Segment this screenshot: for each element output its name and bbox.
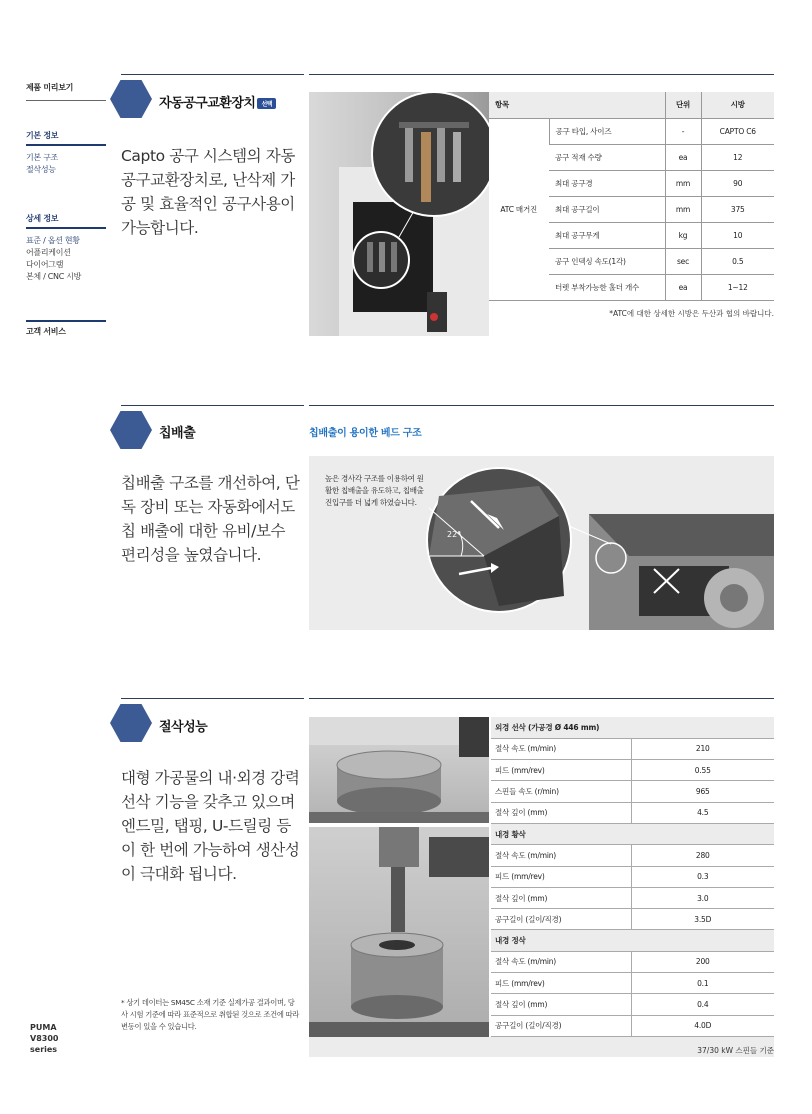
- nav-basic-head[interactable]: 기본 정보: [26, 131, 59, 140]
- header-unit: 단위: [665, 92, 701, 118]
- inner-boring-photo: [309, 827, 489, 1057]
- option-badge: 선택: [257, 98, 276, 109]
- cutting-table-note: 37/30 kW 스핀들 기준: [697, 1046, 774, 1055]
- nav-divider: [26, 320, 106, 322]
- section-title-chip: 칩배출: [159, 426, 196, 441]
- chip-subtitle: 칩배출이 용이한 베드 구조: [309, 428, 422, 439]
- table-row: [491, 781, 774, 802]
- row-label: 피드 (mm/rev): [491, 973, 631, 994]
- cutting-description: 대형 가공물의 내·외경 강력 선삭 기능을 갖추고 있으며 엔드밀, 탭핑, U-드릴링 등이 한 번에 가능하여 생산성이 극대화 됩니다.: [121, 769, 300, 883]
- row-value: 90: [701, 170, 774, 196]
- table-group-header: [491, 823, 774, 844]
- row-label: 스핀들 속도 (r/min): [491, 781, 631, 802]
- table-row: [491, 909, 774, 930]
- row-label: 최대 공구무게: [549, 222, 665, 248]
- row-unit: ea: [665, 144, 701, 170]
- section-title-cutting: 절삭성능: [159, 720, 208, 735]
- nav-item-application[interactable]: 어플리케이션: [26, 248, 71, 257]
- hexagon-icon: [110, 704, 152, 742]
- row-label: 공구 적재 수량: [549, 144, 665, 170]
- nav-divider: [26, 227, 106, 229]
- row-label: 터렛 부착가능한 홀더 개수: [549, 274, 665, 300]
- row-value: 0.4: [631, 994, 774, 1015]
- nav-item-spec[interactable]: 본체 / CNC 시방: [26, 272, 82, 281]
- series-line: PUMA: [30, 1023, 57, 1032]
- table-row: [491, 973, 774, 994]
- row-label: 피드 (mm/rev): [491, 866, 631, 887]
- row-unit: sec: [665, 248, 701, 274]
- nav-detail-head[interactable]: 상세 정보: [26, 214, 59, 223]
- row-value: 12: [701, 144, 774, 170]
- row-label: 최대 공구길이: [549, 196, 665, 222]
- row-value: 0.1: [631, 973, 774, 994]
- row-label: 절삭 속도 (m/min): [491, 845, 631, 866]
- boring-illustration: [309, 827, 489, 1057]
- atc-spec-table: [489, 92, 774, 301]
- section-rule: [309, 74, 774, 75]
- row-unit: -: [665, 118, 701, 144]
- nav-preview[interactable]: 제품 미리보기: [26, 83, 74, 92]
- nav-divider: [26, 144, 106, 146]
- table-header-row: [489, 92, 774, 118]
- row-label: 공구 인덱싱 속도(1각): [549, 248, 665, 274]
- table-group-header: [491, 717, 774, 738]
- row-value: CAPTO C6: [701, 118, 774, 144]
- chip-description: 칩배출 구조를 개선하여, 단독 장비 또는 자동화에서도 칩 배출에 대한 유비/보수 편리성을 높였습니다.: [121, 474, 300, 564]
- table-row: [491, 738, 774, 759]
- outer-turning-photo: [309, 717, 489, 823]
- row-value: 10: [701, 222, 774, 248]
- series-line: V8300: [30, 1034, 59, 1043]
- section-rule: [309, 405, 774, 406]
- header-item: 항목: [489, 92, 665, 118]
- row-value: 280: [631, 845, 774, 866]
- table-row: [489, 118, 774, 144]
- row-value: 375: [701, 196, 774, 222]
- row-unit: kg: [665, 222, 701, 248]
- row-label: 절삭 깊이 (mm): [491, 887, 631, 908]
- cutting-footnote: * 상기 데이터는 SM45C 소재 기준 실제가공 결과이며, 당사 시험 기준에 따라 표준적으로 취합된 것으로 조건에 따라 변동이 있을 수 있습니다.: [121, 998, 300, 1031]
- nav-item-cutting-performance[interactable]: 절삭성능: [26, 165, 56, 174]
- row-unit: mm: [665, 196, 701, 222]
- atc-machine-photo: [309, 92, 489, 336]
- nav-item-diagram[interactable]: 다이어그램: [26, 260, 64, 269]
- hexagon-icon: [110, 80, 152, 118]
- row-value: 200: [631, 951, 774, 972]
- group-cell: ATC 매거진: [489, 118, 549, 300]
- row-label: 절삭 깊이 (mm): [491, 994, 631, 1015]
- row-label: 절삭 깊이 (mm): [491, 802, 631, 823]
- table-row: [491, 994, 774, 1015]
- nav-item-options[interactable]: 표준 / 옵션 현황: [26, 236, 80, 245]
- row-unit: mm: [665, 170, 701, 196]
- row-value: 4.0D: [631, 1015, 774, 1036]
- atc-table-note: *ATC에 대한 상세한 시방은 두산과 협의 바랍니다.: [609, 309, 774, 318]
- row-value: 0.55: [631, 760, 774, 781]
- series-label: [30, 1022, 58, 1055]
- nav-service[interactable]: 고객 서비스: [26, 327, 66, 336]
- table-row: [491, 866, 774, 887]
- table-row: [491, 887, 774, 908]
- section-rule: [121, 74, 304, 75]
- group-header-finish: 내경 정삭: [491, 930, 774, 951]
- table-row: [491, 951, 774, 972]
- row-label: 절삭 속도 (m/min): [491, 951, 631, 972]
- workpiece-illustration: [309, 717, 489, 823]
- table-row: [491, 1015, 774, 1036]
- row-unit: ea: [665, 274, 701, 300]
- row-value: 3.5D: [631, 909, 774, 930]
- group-header-rough: 내경 황삭: [491, 823, 774, 844]
- section-rule: [309, 698, 774, 699]
- header-spec: 시방: [701, 92, 774, 118]
- row-value: 3.0: [631, 887, 774, 908]
- row-label: 공구길이 (길이/직경): [491, 909, 631, 930]
- atc-machine-illustration: [309, 92, 489, 336]
- section-rule: [121, 698, 304, 699]
- row-value: 965: [631, 781, 774, 802]
- section-title-atc: [159, 92, 276, 111]
- table-row: [491, 802, 774, 823]
- series-line: series: [30, 1045, 58, 1054]
- row-value: 4.5: [631, 802, 774, 823]
- row-label: 피드 (mm/rev): [491, 760, 631, 781]
- row-label: 공구 타입, 사이즈: [549, 118, 665, 144]
- row-value: 0.3: [631, 866, 774, 887]
- nav-divider: [26, 100, 106, 101]
- section-title-text: 자동공구교환장치: [159, 96, 256, 111]
- cutting-spec-table: [491, 717, 774, 1037]
- row-label: 최대 공구경: [549, 170, 665, 196]
- hexagon-icon: [110, 411, 152, 449]
- table-group-header: [491, 930, 774, 951]
- group-header-outer: 외경 선삭 (가공경 Ø 446 mm): [491, 717, 774, 738]
- row-label: 절삭 속도 (m/min): [491, 738, 631, 759]
- section-rule: [121, 405, 304, 406]
- nav-item-basic-structure[interactable]: 기본 구조: [26, 153, 58, 162]
- atc-description: Capto 공구 시스템의 자동 공구교환장치로, 난삭제 가공 및 효율적인 공구사용이 가능합니다.: [121, 147, 295, 237]
- row-label: 공구길이 (길이/직경): [491, 1015, 631, 1036]
- angle-label: 22°: [447, 530, 462, 539]
- table-row: [491, 760, 774, 781]
- row-value: 210: [631, 738, 774, 759]
- table-row: [491, 845, 774, 866]
- row-value: 1~12: [701, 274, 774, 300]
- row-value: 0.5: [701, 248, 774, 274]
- chip-callout-text: 높은 경사각 구조를 이용하여 원활한 칩배출을 유도하고, 칩배출 진입구를 더 넓게 하였습니다.: [325, 474, 424, 507]
